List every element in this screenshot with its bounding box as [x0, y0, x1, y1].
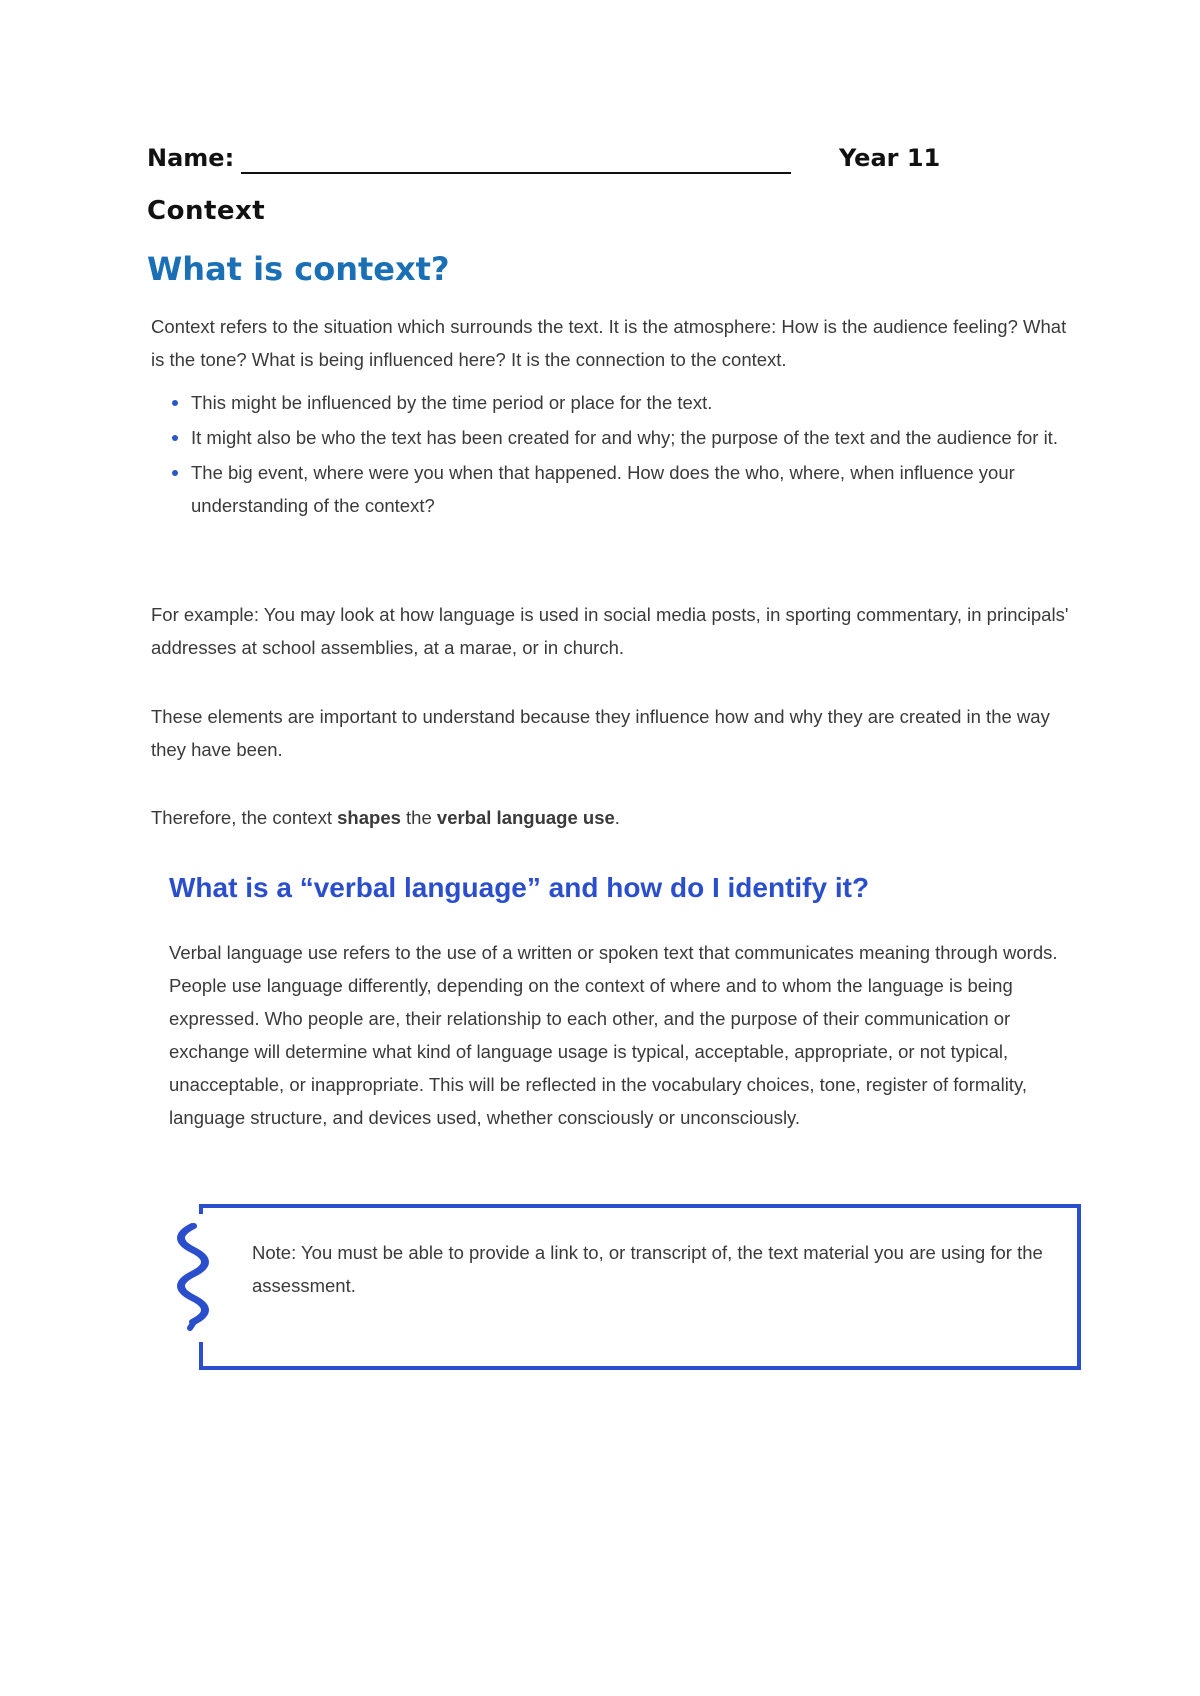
- year-label: Year 11: [839, 144, 941, 172]
- bullet-dot-icon: [172, 470, 178, 476]
- bullet-text: The big event, where were you when that happened. How does the who, where, when influence your understanding of the context?: [191, 462, 1015, 516]
- therefore-bold-shapes: shapes: [337, 807, 401, 828]
- header-row: [147, 144, 947, 178]
- therefore-prefix: Therefore, the context: [151, 807, 338, 828]
- section2-body: Verbal language use refers to the use of a written or spoken text that communicates meaning through words. People use language differently, depending on the context of where and to whom the language is being expressed. Who people are, their relationship to each other, and the purpose of their communication or exchange will determine what kind of language usage is typical, acceptable, appropriate, or not typical, unacceptable, or inappropriate. This will be reflected in the vocabulary choices, tone, register of formality, language structure, and devices used, whether consciously or unconsciously.: [169, 942, 1058, 1128]
- bullet-text: It might also be who the text has been created for and why; the purpose of the text and the audience for it.: [191, 427, 1058, 448]
- squiggle-icon: [172, 1222, 216, 1332]
- section2-heading: What is a “verbal language” and how do I identify it?: [169, 872, 870, 903]
- therefore-suffix: .: [614, 807, 620, 828]
- section1-therefore: [151, 801, 1071, 834]
- bullet-text: This might be influenced by the time period or place for the text.: [191, 392, 713, 413]
- section1-heading: What is context?: [147, 250, 450, 288]
- therefore-middle: the: [400, 807, 437, 828]
- document-title: Context: [147, 196, 266, 226]
- therefore-bold-verbal: verbal language use: [436, 807, 615, 828]
- section1-elements: These elements are important to understand because they influence how and why they are created in the way they have been.: [151, 706, 1050, 760]
- bullet-item: [151, 386, 1071, 419]
- section1-intro: Context refers to the situation which surrounds the text. It is the atmosphere: How is the audience feeling? What is the tone? What is being influenced here? It is the connection to the context.: [151, 316, 1067, 370]
- note-box-left-top-edge: [199, 1204, 203, 1214]
- bullet-dot-icon: [172, 435, 178, 441]
- note-text: Note: You must be able to provide a link to, or transcript of, the text material you are using for the assessment.: [252, 1242, 1043, 1296]
- name-blank-line: [241, 172, 791, 174]
- bullet-item: [151, 421, 1071, 454]
- bullet-item: [151, 456, 1071, 522]
- name-label: Name:: [147, 144, 235, 172]
- note-box-left-bottom-edge: [199, 1342, 203, 1370]
- section1-example: For example: You may look at how language is used in social media posts, in sporting commentary, in principals' addresses at school assemblies, at a marae, or in church.: [151, 604, 1069, 658]
- section1-bullet-list: [151, 386, 1071, 524]
- bullet-dot-icon: [172, 400, 178, 406]
